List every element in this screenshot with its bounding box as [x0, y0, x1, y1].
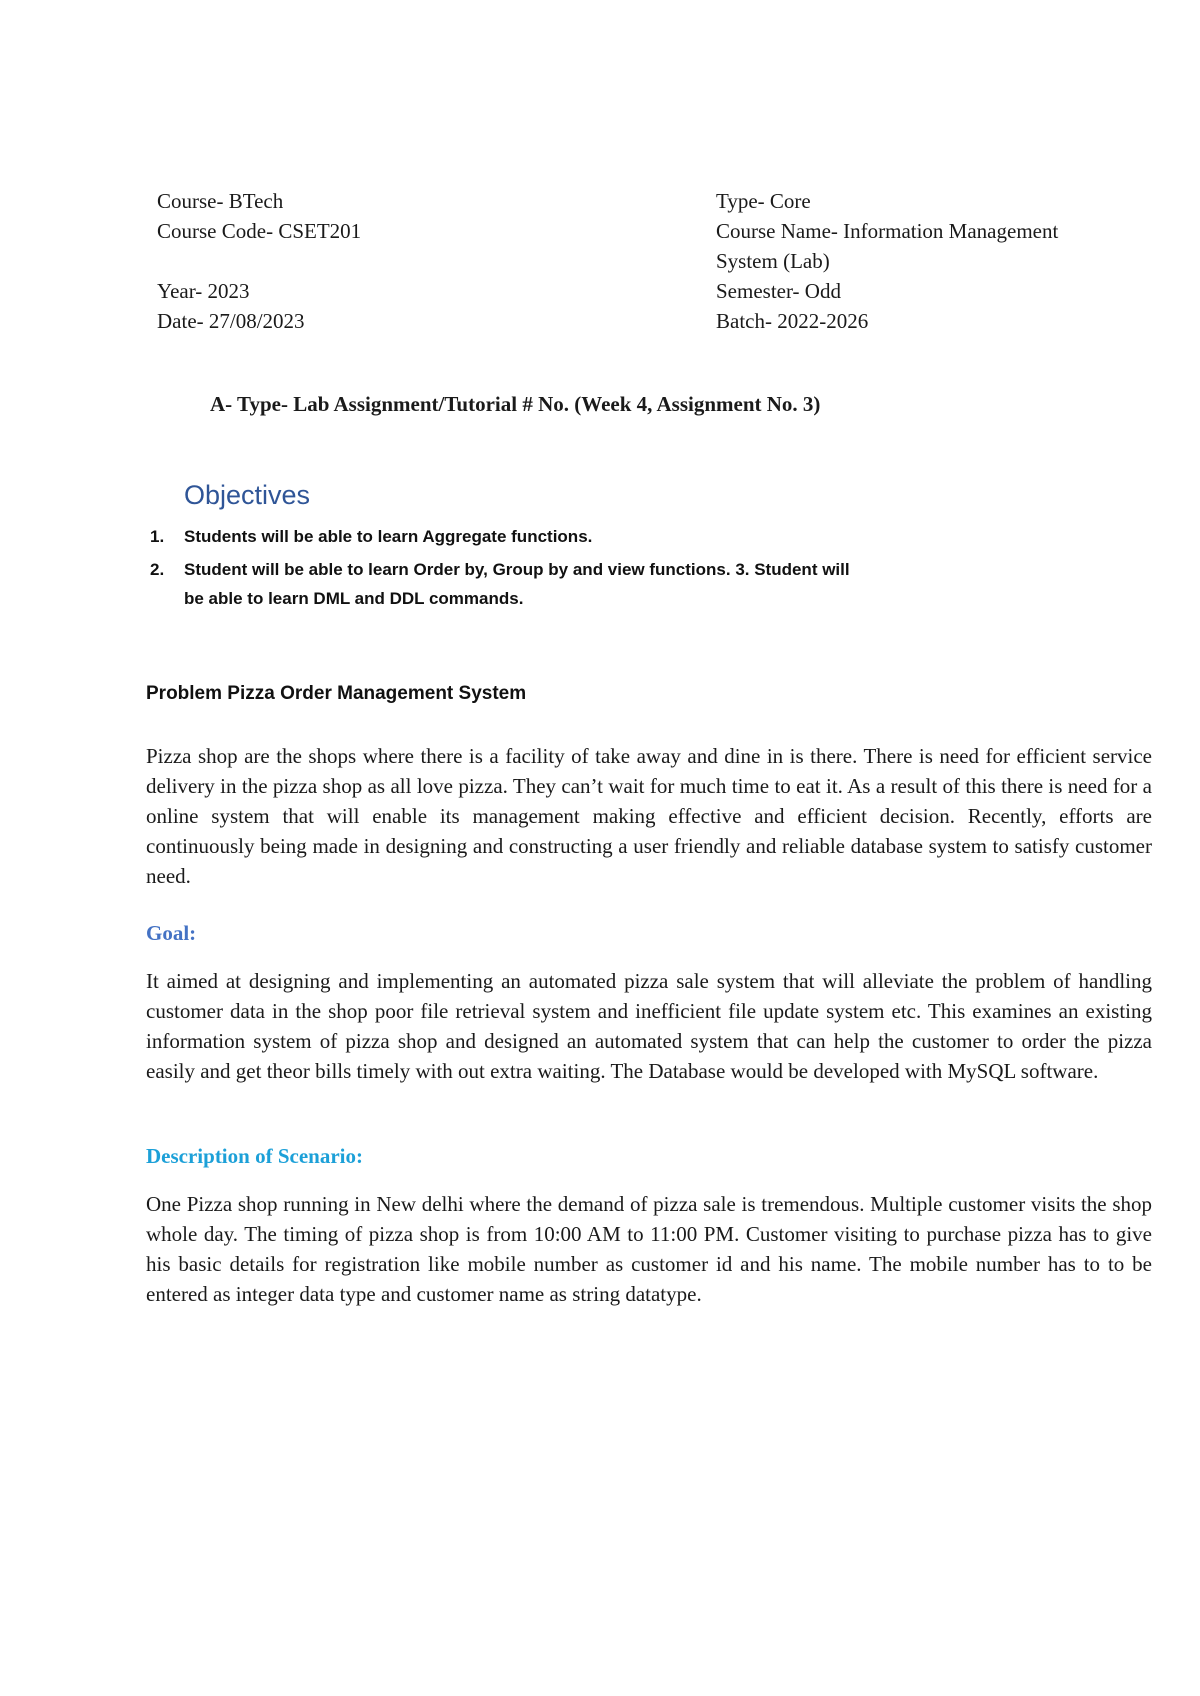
course-label: Course- BTech — [157, 189, 284, 213]
type-label: Type- Core — [716, 189, 811, 213]
problem-paragraph: Pizza shop are the shops where there is a facility of take away and dine in is there. There is need for efficient service delivery in the pizza shop as all love pizza. They can’t wait for much time to eat it. As a result of this there is need for a online system that will enable its management making effective and efficient decision. Recently, efforts are continuously being made in designing and constructing a user friendly and reliable database system to satisfy customer need. — [146, 744, 1152, 888]
assignment-title: A- Type- Lab Assignment/Tutorial # No. (Week 4, Assignment No. 3) — [210, 392, 821, 416]
problem-heading: Problem Pizza Order Management System — [146, 683, 527, 704]
list-item-text: Student will be able to learn Order by, Group by and view functions. 3. Student will be able to learn DML and DDL commands. — [184, 560, 850, 608]
date-label: Date- 27/08/2023 — [157, 309, 305, 333]
course-name-continued: System (Lab) — [716, 249, 830, 273]
year-label: Year- 2023 — [157, 279, 250, 303]
list-item — [150, 522, 850, 551]
course-name-label: Course Name- Information Management — [716, 219, 1059, 243]
list-item — [150, 555, 850, 613]
course-code-label: Course Code- CSET201 — [157, 219, 362, 243]
list-item-text: Students will be able to learn Aggregate functions. — [184, 527, 593, 546]
goal-heading: Goal: — [146, 921, 197, 945]
semester-label: Semester- Odd — [716, 279, 841, 303]
list-item-number: 2. — [150, 560, 165, 579]
objectives-list — [150, 522, 850, 617]
batch-label: Batch- 2022-2026 — [716, 309, 869, 333]
scenario-heading: Description of Scenario: — [146, 1144, 363, 1168]
scenario-paragraph: One Pizza shop running in New delhi where the demand of pizza sale is tremendous. Multiple customer visits the shop whole day. The timing of pizza shop is from 10:00 AM to 11:00 PM. Customer visiting to purchase pizza has to give his basic details for registration like mobile number as customer id and his name. The mobile number has to to be entered as integer data type and customer name as string datatype. — [146, 1192, 1152, 1306]
objectives-heading: Objectives — [184, 480, 311, 510]
goal-paragraph: It aimed at designing and implementing an automated pizza sale system that will alleviate the problem of handling customer data in the shop poor file retrieval system and inefficient file update system etc. This examines an existing information system of pizza shop and designed an automated system that can help the customer to order the pizza easily and get theor bills timely with out extra waiting. The Database would be developed with MySQL software. — [146, 969, 1152, 1083]
list-item-number: 1. — [150, 527, 165, 546]
